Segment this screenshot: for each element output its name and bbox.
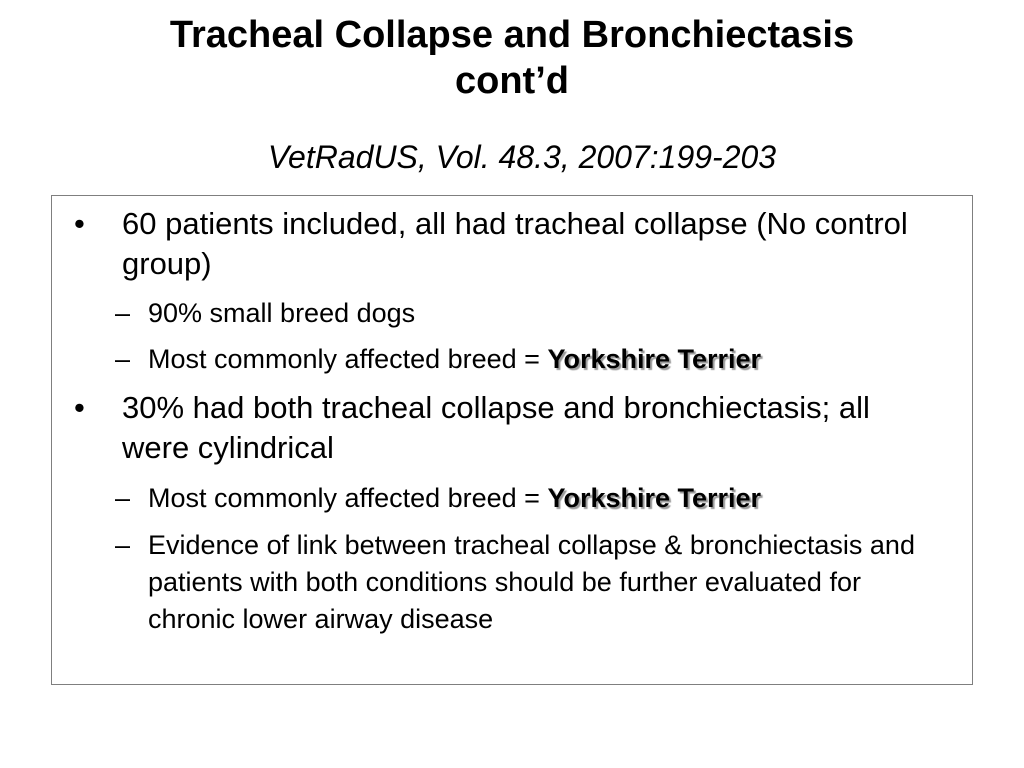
slide-title-line-1: Tracheal Collapse and Bronchiectasis: [169, 14, 855, 56]
content-box: [51, 195, 973, 685]
sub-bullet-text: [148, 341, 948, 378]
bullet-text: 60 patients included, all had tracheal collapse (No control group): [122, 206, 908, 281]
sub-bullet-marker: –: [115, 344, 131, 374]
sub-bullet-text: Evidence of link between tracheal collapse & bronchiectasis and patients with both conditions should be further evaluated for chronic lower airway disease: [148, 530, 915, 634]
bullet-marker: •: [74, 390, 85, 425]
sub-bullet-marker: –: [115, 483, 131, 513]
slide-title: [0, 12, 1024, 104]
breed-emphasis: Yorkshire Terrier: [547, 344, 762, 374]
breed-emphasis: Yorkshire Terrier: [547, 483, 762, 513]
bullet-text: 30% had both tracheal collapse and bronchiectasis; all were cylindrical: [122, 390, 870, 465]
sub-bullet-prefix: Most commonly affected breed =: [148, 344, 548, 374]
sub-bullet-marker: –: [115, 298, 131, 328]
citation-subtitle: VetRadUS, Vol. 48.3, 2007:199-203: [267, 139, 777, 175]
sub-bullet-marker: –: [115, 530, 131, 560]
sub-bullet-prefix: Most commonly affected breed =: [148, 483, 548, 513]
slide-title-line-2: cont’d: [455, 60, 569, 102]
sub-bullet-text: 90% small breed dogs: [148, 298, 416, 328]
sub-bullet-text: [148, 480, 948, 517]
bullet-marker: •: [74, 206, 85, 241]
